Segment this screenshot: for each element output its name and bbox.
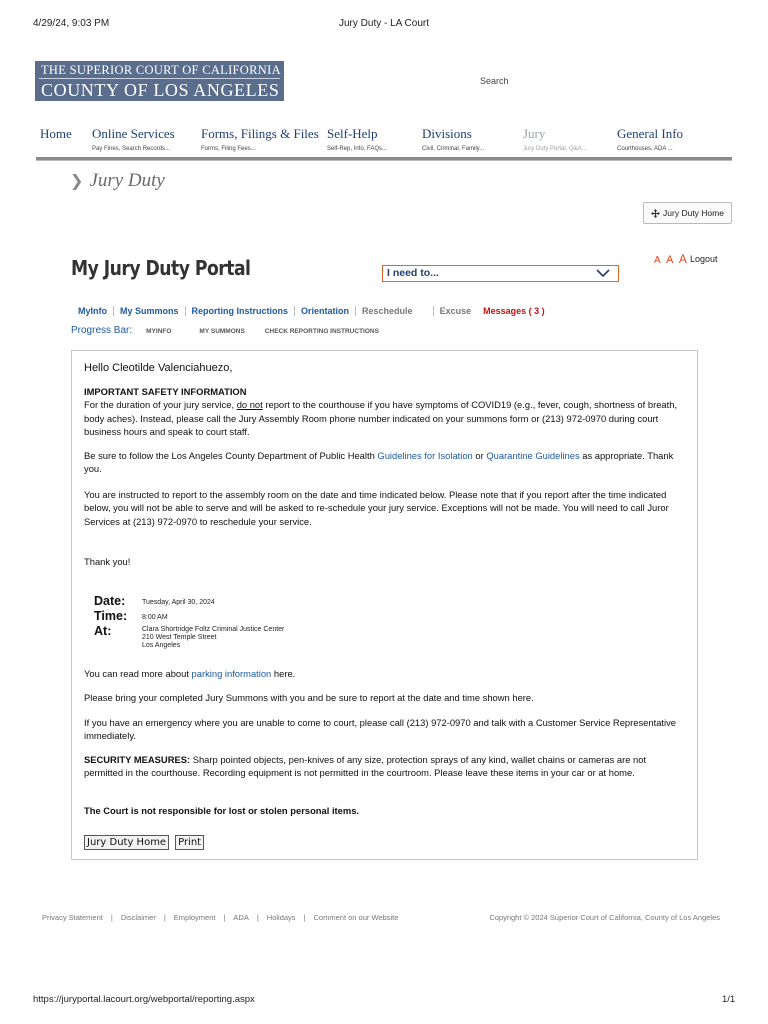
nav-home-label: Home bbox=[40, 126, 72, 141]
footer-separator: | bbox=[163, 913, 166, 922]
site-footer bbox=[42, 913, 732, 922]
progress-bar bbox=[71, 325, 379, 336]
court-logo[interactable] bbox=[35, 61, 284, 101]
nav-forms-label: Forms, Filings & Files bbox=[201, 126, 319, 141]
nav-divisions[interactable] bbox=[422, 126, 484, 152]
not-responsible: The Court is not responsible for lost or stolen personal items. bbox=[84, 805, 360, 816]
footer-ada-link[interactable]: ADA bbox=[233, 913, 249, 922]
date-label: Date: bbox=[94, 594, 126, 608]
tab-reporting-instructions[interactable]: Reporting Instructions bbox=[185, 306, 295, 316]
jury-duty-home-panel-button[interactable]: Jury Duty Home bbox=[84, 835, 169, 850]
parking-information-link[interactable]: parking information bbox=[191, 668, 272, 679]
i-need-to-value: I need to... bbox=[387, 267, 439, 279]
bring-summons: Please bring your completed Jury Summons with you and be sure to report at the date and time shown here. bbox=[84, 692, 534, 703]
font-size-small[interactable]: A bbox=[654, 255, 663, 266]
safety-section bbox=[84, 385, 684, 439]
greeting: Hello Cleotilde Valenciahuezo, bbox=[84, 362, 233, 374]
location-value bbox=[142, 626, 284, 650]
progress-label: Progress Bar: bbox=[71, 325, 133, 336]
at-label: At: bbox=[94, 624, 112, 638]
print-page-title: Jury Duty - LA Court bbox=[338, 18, 430, 29]
reporting-panel bbox=[71, 350, 698, 860]
security-text: Sharp pointed objects, pen-knives of any size, protection sprays of any kind, wallet chains or cameras are not permitted in the courthouse. Recording equipment is not permitted in the courtroom. Please leave these items in your car or at home. bbox=[84, 754, 647, 779]
health-or: or bbox=[475, 450, 484, 461]
footer-holidays-link[interactable]: Holidays bbox=[266, 913, 296, 922]
jury-duty-home-button[interactable] bbox=[643, 202, 732, 224]
time-value: 8:00 AM bbox=[142, 614, 168, 621]
chevron-right-icon: ❯ bbox=[70, 171, 84, 190]
move-arrows-icon bbox=[651, 209, 660, 218]
progress-step-my-summons: MY SUMMONS bbox=[199, 328, 245, 335]
font-size-medium[interactable]: A bbox=[666, 254, 675, 266]
nav-divisions-label: Divisions bbox=[422, 126, 472, 141]
logo-line2: COUNTY OF LOS ANGELES bbox=[41, 80, 280, 100]
report-instructions: You are instructed to report to the assembly room on the date and time indicated below. Please note that if you report after the time indicated below, you will not be able to serve and will be asked to re-schedule your jury service. Exceptions will not be made. You will need to call Juror Services at (213) 972-0970 to reschedule your service. bbox=[84, 489, 669, 527]
tab-orientation[interactable]: Orientation bbox=[294, 306, 355, 316]
logo-divider bbox=[39, 78, 280, 79]
nav-online-services[interactable] bbox=[92, 126, 175, 152]
thank-you: Thank you! bbox=[84, 556, 131, 567]
isolation-guidelines-link[interactable]: Guidelines for Isolation bbox=[377, 450, 473, 461]
nav-divider bbox=[36, 157, 732, 161]
nav-self-help-label: Self-Help bbox=[327, 126, 378, 141]
health-guidelines bbox=[84, 449, 684, 476]
footer-separator: | bbox=[256, 913, 259, 922]
parking-text-1: You can read more about bbox=[84, 668, 189, 679]
tab-my-summons[interactable]: My Summons bbox=[113, 306, 185, 316]
parking-text-2: here. bbox=[273, 668, 296, 679]
location-line-2: 210 West Temple Street bbox=[142, 634, 217, 641]
nav-divisions-sub: Civil, Criminal, Family... bbox=[422, 146, 485, 152]
nav-forms[interactable] bbox=[201, 126, 319, 152]
nav-jury-sub: Jury Duty Portal, Q&A... bbox=[523, 146, 587, 152]
logout-link[interactable]: Logout bbox=[690, 254, 718, 264]
nav-general-info-label: General Info bbox=[617, 126, 684, 141]
time-label: Time: bbox=[94, 609, 128, 623]
tab-excuse[interactable]: Excuse bbox=[433, 306, 478, 316]
i-need-to-dropdown[interactable] bbox=[382, 265, 619, 282]
chevron-down-icon bbox=[596, 267, 610, 279]
nav-general-info-sub: Courthouses, ADA ... bbox=[617, 146, 673, 152]
tab-myinfo[interactable]: MyInfo bbox=[78, 305, 107, 316]
search-link[interactable]: Search bbox=[480, 76, 509, 86]
date-value: Tuesday, April 30, 2024 bbox=[142, 599, 215, 606]
nav-self-help-sub: Self-Rep, Info, FAQs... bbox=[327, 146, 388, 152]
footer-separator: | bbox=[110, 913, 113, 922]
nav-self-help[interactable] bbox=[327, 126, 387, 152]
nav-forms-sub: Forms, Filing Fees... bbox=[201, 146, 256, 152]
footer-copyright: Copyright © 2024 Superior Court of California, County of Los Angeles bbox=[489, 913, 720, 922]
health-text-1: Be sure to follow the Los Angeles County Department of Public Health bbox=[84, 450, 375, 461]
print-url: https://juryportal.lacourt.org/webportal/reporting.aspx bbox=[33, 994, 255, 1005]
print-button[interactable]: Print bbox=[175, 835, 204, 850]
footer-comment-link[interactable]: Comment on our Website bbox=[313, 913, 399, 922]
tab-reschedule[interactable]: Reschedule bbox=[355, 306, 419, 316]
safety-text-1: For the duration of your jury service, bbox=[84, 399, 235, 411]
footer-privacy-link[interactable]: Privacy Statement bbox=[42, 913, 103, 922]
font-size-controls bbox=[654, 252, 688, 266]
footer-employment-link[interactable]: Employment bbox=[173, 913, 216, 922]
portal-tabs bbox=[72, 303, 551, 318]
breadcrumb-label: Jury Duty bbox=[89, 170, 165, 191]
footer-disclaimer-link[interactable]: Disclaimer bbox=[120, 913, 156, 922]
footer-separator: | bbox=[223, 913, 226, 922]
safety-heading: IMPORTANT SAFETY INFORMATION bbox=[84, 386, 247, 397]
quarantine-guidelines-link[interactable]: Quarantine Guidelines bbox=[486, 450, 580, 461]
nav-jury[interactable] bbox=[523, 126, 587, 152]
health-text-2: as appropriate. Thank you. bbox=[84, 450, 674, 475]
location-line-1: Clara Shortridge Foltz Criminal Justice Center bbox=[142, 626, 285, 633]
emergency-info: If you have an emergency where you are unable to come to court, please call (213) 972-0970 and talk with a Customer Service Representative immediately. bbox=[84, 717, 676, 742]
logo-line1: THE SUPERIOR COURT OF CALIFORNIA bbox=[41, 63, 281, 77]
location-line-3: Los Angeles bbox=[142, 642, 181, 649]
security-label: SECURITY MEASURES: bbox=[84, 754, 191, 765]
security-measures bbox=[84, 753, 684, 780]
progress-step-reporting: CHECK REPORTING INSTRUCTIONS bbox=[264, 328, 379, 335]
nav-home[interactable] bbox=[40, 126, 72, 142]
safety-do-not: do not bbox=[236, 399, 263, 411]
nav-jury-label: Jury bbox=[523, 126, 546, 141]
print-page-number: 1/1 bbox=[722, 994, 736, 1005]
nav-general-info[interactable] bbox=[617, 126, 683, 152]
tab-messages[interactable]: Messages ( 3 ) bbox=[483, 305, 545, 316]
safety-text-2: report to the courthouse if you have symptoms of COVID19 (e.g., fever, cough, shortness of breath, body aches). Instead, please call the Jury Assembly Room phone number indicated on your summons form or (213) 972-0970 during court business hours and speak to court staff. bbox=[84, 399, 678, 438]
nav-online-services-label: Online Services bbox=[92, 126, 175, 141]
print-datetime: 4/29/24, 9:03 PM bbox=[33, 18, 110, 29]
nav-online-services-sub: Pay Fines, Search Records... bbox=[92, 146, 171, 152]
font-size-large[interactable]: A bbox=[678, 252, 689, 266]
breadcrumb bbox=[70, 170, 165, 192]
panel-buttons bbox=[84, 835, 204, 850]
page-title: My Jury Duty Portal bbox=[71, 256, 251, 280]
footer-separator: | bbox=[303, 913, 306, 922]
progress-step-myinfo: MYINFO bbox=[146, 328, 172, 335]
parking-info bbox=[84, 667, 684, 680]
jury-duty-home-label: Jury Duty Home bbox=[663, 208, 724, 218]
